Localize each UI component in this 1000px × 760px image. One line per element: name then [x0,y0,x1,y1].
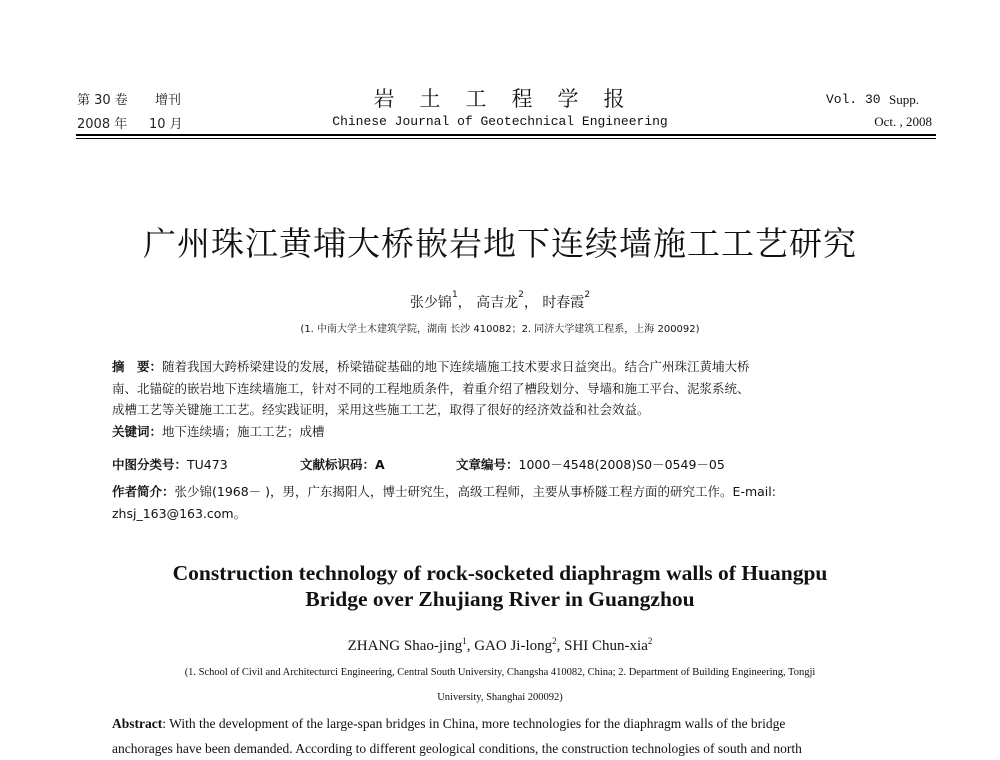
author-en-2: GAO Ji-long$^2$, [474,636,565,654]
author-bio-line-2: zhsj_163@163.com。 [112,505,247,521]
volume-en: Vol. 30 [826,92,881,107]
affiliation-cn: (1. 中南大学土木建筑学院，湖南 长沙 410082；2. 同济大学建筑工程系，上海 200092) [300,324,700,335]
journal-title-en: Chinese Journal of Geotechnical Engineering [332,114,668,129]
author-en-1: ZHANG Shao-jing$^1$, [347,636,475,654]
author-cn-1: 张少锦$^1$， [409,290,472,311]
doc-label: 文献标识码： [300,457,376,472]
month-cn: 10 月 [149,117,183,132]
clc-label: 中图分类号： [112,457,188,472]
journal-title-cn: 岩 土 工 程 学 报 [373,87,627,111]
supplement-cn: 增刊 [155,93,182,108]
authors-en [0,638,1000,655]
abstract-en-line-2: anchorages have been demanded. According to different geological conditions, the construction technologies of south and north [112,741,802,756]
abstract-cn-line-2: 南、北锚碇的嵌岩地下连续墙施工，针对不同的工程地质条件，着重介绍了槽段划分、导墙和施工平台、泥浆系统、 [112,380,750,396]
authors-cn [0,292,1000,312]
paper-title-en-line-1: Construction technology of rock-socketed diaphragm walls of Huangpu [172,561,828,585]
volume-cn: 第 30 卷 [77,93,128,108]
abstract-en-label: Abstract [112,716,163,731]
abstract-cn [112,356,902,421]
author-en-3: SHI Chun-xia$^2$ [564,636,653,654]
art-label: 文章编号： [456,457,519,472]
paper-title-en-line-2: Bridge over Zhujiang River in Guangzhou [305,587,695,611]
author-cn-3: 时春霞$^2$ [542,290,591,311]
abstract-en-line-1: Abstract: With the development of the large-span bridges in China, more technologies for the diaphragm walls of the bridge [112,716,786,731]
year-cn: 2008 年 [77,117,128,132]
keywords-cn [112,422,325,440]
author-bio-line-1: 作者简介：张少锦(1968－ )，男，广东揭阳人，博士研究生，高级工程师，主要从事桥隧工程方面的研究工作。E-mail: [112,484,776,499]
supplement-en: Supp. [889,92,919,107]
author-cn-2: 高吉龙$^2$， [476,290,538,311]
affiliation-en-line-2: University, Shanghai 200092) [437,692,563,703]
abstract-cn-line-3: 成槽工艺等关键施工工艺。经实践证明，采用这些施工工艺，取得了很好的经济效益和社会效益。 [112,402,650,417]
abstract-cn-label: 摘 要 [112,359,150,374]
date-en: Oct. , 2008 [874,114,932,129]
header-rule-thin [76,138,936,139]
article-number [456,455,725,473]
clc-number: TU473 [187,457,228,472]
paper-title-cn: 广州珠江黄埔大桥嵌岩地下连续墙施工工艺研究 [143,224,857,263]
header-rule-thick [76,134,936,136]
document-code [300,455,385,473]
doc-code: A [375,457,385,472]
abstract-cn-line-1: 摘 要：随着我国大跨桥梁建设的发展，桥梁锚碇基础的地下连续墙施工技术要求日益突出。结合广州珠江黄埔大桥 [112,359,750,374]
classification-line [112,455,228,473]
keywords-cn-text: 地下连续墙；施工工艺；成槽 [162,424,325,439]
affiliation-en-line-1: (1. School of Civil and Architecturci Engineering, Central South University, Changsha 410082, China; 2. Department of Building Engineering, Tongji [184,667,816,678]
keywords-cn-label: 关键词： [112,424,163,439]
author-bio [112,481,902,524]
art-number: 1000－4548(2008)S0－0549－05 [518,457,725,472]
